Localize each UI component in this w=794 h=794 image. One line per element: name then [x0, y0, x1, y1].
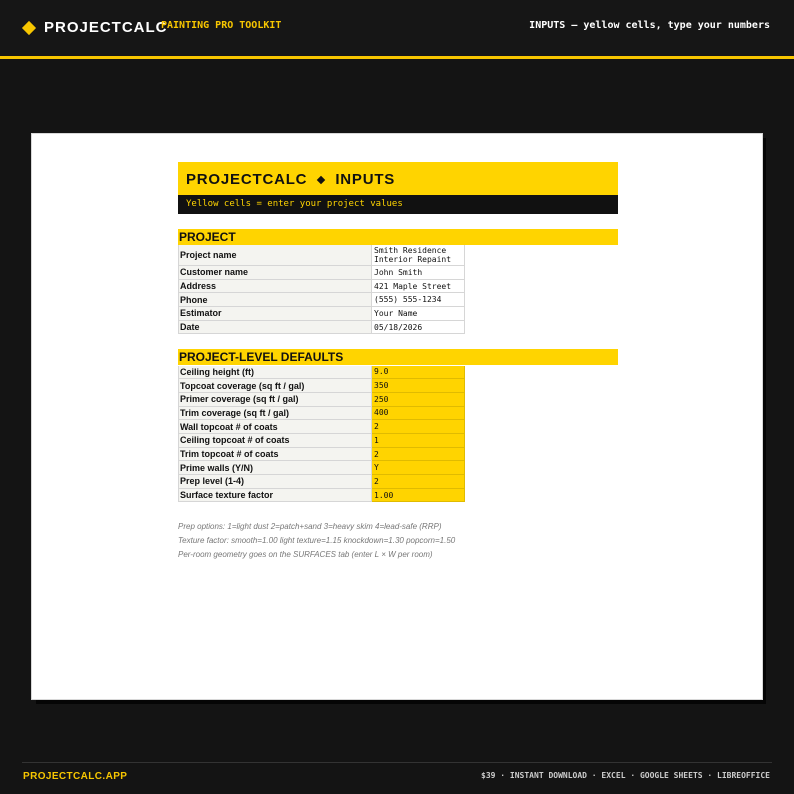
texture-factor-input[interactable]: 1.00 [372, 489, 465, 503]
prep-level-input[interactable]: 2 [372, 475, 465, 489]
topcoat-coverage-input[interactable]: 350 [372, 379, 465, 393]
ceiling-height-input[interactable]: 9.0 [372, 366, 465, 380]
row-label: Topcoat coverage (sq ft / gal) [178, 379, 372, 393]
table-row [178, 307, 465, 321]
section-defaults-heading: PROJECT-LEVEL DEFAULTS [178, 349, 618, 365]
top-bar [0, 0, 794, 56]
date-cell[interactable]: 05/18/2026 [372, 321, 465, 335]
footer-info: $39 · INSTANT DOWNLOAD · EXCEL · GOOGLE SHEETS · LIBREOFFICE [481, 771, 770, 780]
row-label: Trim coverage (sq ft / gal) [178, 407, 372, 421]
address-cell[interactable]: 421 Maple Street [372, 280, 465, 294]
diamond-separator-icon [317, 175, 325, 183]
row-label: Project name [178, 245, 372, 266]
texture-factor-note: Texture factor: smooth=1.00 light texture=1.15 knockdown=1.30 popcorn=1.50 [178, 536, 456, 545]
row-label: Date [178, 321, 372, 335]
geometry-note: Per-room geometry goes on the SURFACES tab (enter L × W per room) [178, 550, 433, 559]
table-row [178, 379, 465, 393]
row-label: Estimator [178, 307, 372, 321]
row-label: Ceiling height (ft) [178, 366, 372, 380]
brand-subtitle: PAINTING PRO TOOLKIT [161, 20, 282, 31]
table-row [178, 393, 465, 407]
phone-cell[interactable]: (555) 555-1234 [372, 293, 465, 307]
project-name-cell[interactable]: Smith Residence Interior Repaint [372, 245, 465, 266]
row-label: Surface texture factor [178, 489, 372, 503]
primer-coverage-input[interactable]: 250 [372, 393, 465, 407]
brand-diamond-icon [22, 20, 36, 34]
inputs-title-right: INPUTS [335, 171, 396, 188]
inputs-title [186, 171, 395, 188]
trim-coats-input[interactable]: 2 [372, 448, 465, 462]
table-row [178, 407, 465, 421]
trim-coverage-input[interactable]: 400 [372, 407, 465, 421]
table-row [178, 266, 465, 280]
spreadsheet-page [31, 133, 763, 700]
brand-name: PROJECTCALC [44, 19, 168, 36]
table-row [178, 366, 465, 380]
wall-coats-input[interactable]: 2 [372, 420, 465, 434]
inputs-title-left: PROJECTCALC [186, 171, 308, 188]
section-project-heading: PROJECT [178, 229, 618, 245]
row-label: Wall topcoat # of coats [178, 420, 372, 434]
row-label: Address [178, 280, 372, 294]
table-row [178, 280, 465, 294]
footer-site-link[interactable]: PROJECTCALC.APP [23, 771, 128, 782]
row-label: Trim topcoat # of coats [178, 448, 372, 462]
footer-divider [22, 762, 772, 763]
tab-hint: INPUTS — yellow cells, type your numbers [529, 20, 770, 31]
inputs-subtitle: Yellow cells = enter your project values [178, 195, 618, 214]
customer-name-cell[interactable]: John Smith [372, 266, 465, 280]
row-label: Prime walls (Y/N) [178, 461, 372, 475]
accent-divider [0, 56, 794, 59]
row-label: Phone [178, 293, 372, 307]
table-row [178, 461, 465, 475]
prep-options-note: Prep options: 1=light dust 2=patch+sand 3=heavy skim 4=lead-safe (RRP) [178, 522, 442, 531]
inputs-title-banner [178, 162, 618, 195]
prime-walls-input[interactable]: Y [372, 461, 465, 475]
row-label: Ceiling topcoat # of coats [178, 434, 372, 448]
table-row [178, 420, 465, 434]
row-label: Customer name [178, 266, 372, 280]
table-row [178, 475, 465, 489]
row-label: Prep level (1-4) [178, 475, 372, 489]
ceiling-coats-input[interactable]: 1 [372, 434, 465, 448]
estimator-cell[interactable]: Your Name [372, 307, 465, 321]
table-row [178, 245, 465, 266]
table-row [178, 321, 465, 335]
table-row [178, 489, 465, 503]
table-row [178, 434, 465, 448]
table-row [178, 448, 465, 462]
row-label: Primer coverage (sq ft / gal) [178, 393, 372, 407]
brand [22, 19, 168, 36]
table-row [178, 293, 465, 307]
